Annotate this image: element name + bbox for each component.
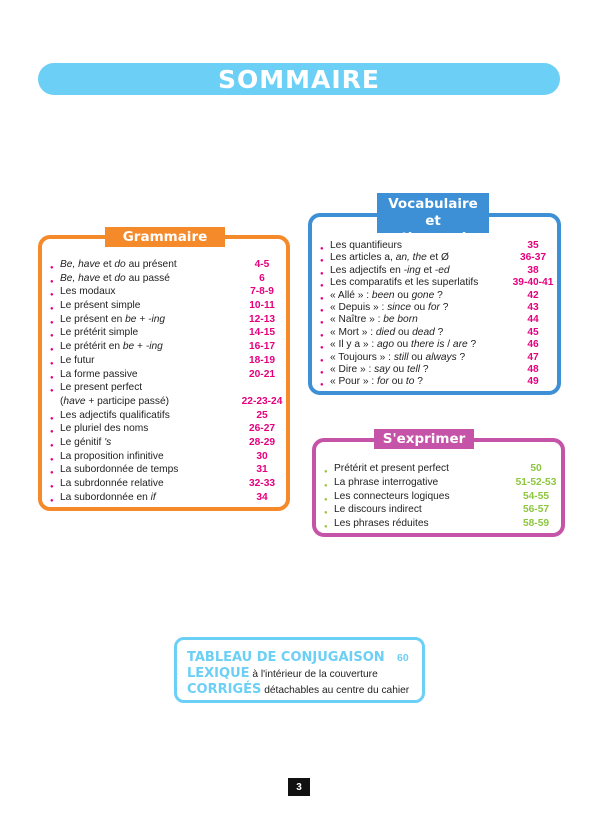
grammaire-item [50,285,286,299]
vocabulaire-item-title: « Depuis » : since ou for ? [330,301,449,313]
grammaire-item [50,340,286,354]
bullet-icon: ● [320,295,324,302]
lexique-key: LEXIQUE [187,666,250,681]
grammaire-item-title: Le prétérit simple [60,327,139,339]
exprimer-item-title: La phrase interrogative [334,476,439,488]
grammaire-item-title: Le génitif 's [60,436,112,448]
exprimer-list [324,462,562,531]
vocabulaire-heading-line1: Vocabulaire [388,196,478,212]
vocabulaire-item-title: « Naître » : be born [330,314,418,326]
page-number: 3 [288,778,310,796]
exprimer-item-title: Prétérit et present perfect [334,463,449,474]
vocabulaire-item-page: 44 [527,314,539,326]
vocabulaire-item [320,375,558,387]
exprimer-item-title: Les phrases réduites [334,518,429,530]
grammaire-item-page: 6 [259,272,265,284]
vocabulaire-item-title: « Allé » : been ou gone ? [330,289,443,301]
tableau-row [187,650,385,665]
bullet-icon: ● [320,320,324,327]
grammaire-item-page: 26-27 [248,423,276,435]
vocabulaire-item-page: 35 [527,240,539,251]
vocabulaire-item-title: « Mort » : died ou dead ? [330,326,444,338]
grammaire-list [50,258,286,504]
vocabulaire-item [320,338,558,350]
grammaire-item [50,463,286,477]
corriges-key: CORRIGÉS [187,682,262,697]
vocabulaire-item-page: 48 [527,363,539,375]
vocabulaire-item [320,351,558,363]
vocabulaire-item [320,363,558,375]
vocabulaire-item-page: 47 [527,351,539,363]
bullet-icon: ● [324,510,328,517]
vocabulaire-item [320,289,558,301]
grammaire-item-page: 14-15 [248,327,276,339]
grammaire-item-page: 30 [256,450,268,462]
bullet-icon: ● [50,374,54,381]
bullet-icon: ● [320,332,324,339]
bullet-icon: ● [324,496,328,503]
bullet-icon: ● [320,246,324,252]
lexique-desc: à l'intérieur de la couverture [249,669,378,680]
vocabulaire-item [320,251,558,263]
grammaire-item-page: 32-33 [248,478,276,489]
vocabulaire-item-page: 36-37 [519,252,547,264]
grammaire-item [50,409,286,423]
grammaire-item [50,368,286,382]
vocabulaire-item [320,326,558,338]
bullet-icon: ● [50,484,54,490]
exprimer-heading: S'exprimer [374,429,474,449]
bullet-icon: ● [320,357,324,364]
grammaire-item-page: 16-17 [248,341,276,353]
bullet-icon: ● [50,415,54,422]
exprimer-item-page: 51-52-53 [515,476,557,488]
grammaire-item-title: Le futur [60,354,95,366]
grammaire-item-page: 25 [256,409,268,421]
bullet-icon: ● [50,347,54,354]
exprimer-item-page: 54-55 [522,490,550,502]
corriges-desc: détachables au centre du cahier [261,685,410,696]
bullet-icon: ● [50,265,54,271]
vocabulaire-item-page: 43 [527,301,539,313]
grammaire-item-title: La proposition infinitive [60,450,164,462]
vocabulaire-heading [377,193,489,246]
bullet-icon: ● [50,333,54,340]
grammaire-item-page: 28-29 [248,436,276,448]
grammaire-item [50,395,286,409]
exprimer-item [324,476,562,490]
exprimer-item [324,517,562,531]
exprimer-item-page: 56-57 [522,504,550,516]
bullet-icon: ● [320,369,324,376]
vocabulaire-item-page: 45 [527,326,539,338]
grammaire-item-page: 4-5 [254,259,270,270]
grammaire-item-title: La subordonnée en if [60,491,156,503]
bullet-icon: ● [50,497,54,504]
vocabulaire-item-title: « Toujours » : still ou always ? [330,351,466,363]
bullet-icon: ● [324,469,328,475]
bullet-icon: ● [50,456,54,463]
grammaire-item [50,450,286,464]
grammaire-item-title: Les adjectifs qualificatifs [60,409,170,421]
grammaire-item-title: Le présent en be + -ing [60,313,166,325]
grammaire-item-page: 31 [256,464,268,476]
bullet-icon: ● [50,442,54,449]
vocabulaire-item-title: « Pour » : for ou to ? [330,376,423,388]
vocabulaire-item-title: « Dire » : say ou tell ? [330,363,429,375]
vocabulaire-heading-line2: et orthographe [385,213,481,246]
grammaire-item-title: (have + participe passé) [60,395,170,407]
grammaire-item-title: Be, have et do au présent [60,259,177,270]
exprimer-item-title: Le discours indirect [334,504,422,516]
exprimer-item-page: 50 [530,463,542,474]
vocabulaire-item-title: Les articles a, an, the et Ø [330,252,449,264]
grammaire-item-title: La forme passive [60,368,138,380]
grammaire-item [50,436,286,450]
vocabulaire-item-page: 39-40-41 [512,277,554,289]
grammaire-item-page: 12-13 [248,313,276,325]
bullet-icon: ● [50,360,54,367]
exprimer-section [312,438,565,537]
exprimer-item [324,490,562,504]
bullet-icon: ● [320,283,324,290]
grammaire-item [50,477,286,491]
exprimer-item [324,462,562,476]
vocabulaire-item [320,264,558,276]
grammaire-item [50,258,286,272]
annexes-box [174,637,425,703]
vocabulaire-item-title: Les adjectifs en -ing et -ed [330,264,450,276]
grammaire-item-page: 7-8-9 [250,286,274,298]
vocabulaire-list [320,239,558,388]
bullet-icon: ● [50,388,54,395]
bullet-icon: ● [50,470,54,477]
vocabulaire-item [320,276,558,288]
vocabulaire-item-page: 42 [527,289,539,301]
vocabulaire-item-page: 49 [527,376,539,388]
bullet-icon: ● [320,345,324,352]
grammaire-item-title: Le pluriel des noms [60,423,149,435]
bullet-icon: ● [320,307,324,314]
bullet-icon: ● [320,258,324,265]
grammaire-item-page: 22-23-24 [241,395,283,407]
vocabulaire-item-page: 38 [527,264,539,276]
bullet-icon: ● [320,270,324,277]
bullet-icon: ● [50,319,54,326]
grammaire-item [50,272,286,286]
vocabulaire-item-title: « Il y a » : ago ou there is / are ? [330,339,477,351]
grammaire-item-page: 34 [256,491,268,503]
corriges-row [187,682,409,697]
grammaire-item [50,491,286,505]
grammaire-item [50,313,286,327]
tableau-key: TABLEAU DE CONJUGAISON [187,650,385,665]
bullet-icon: ● [324,524,328,531]
grammaire-item-title: La subordonnée de temps [60,464,179,476]
exprimer-item-title: Les connecteurs logiques [334,490,450,502]
bullet-icon: ● [50,292,54,299]
grammaire-section [38,235,290,511]
lexique-row [187,666,378,681]
bullet-icon: ● [50,278,54,285]
bullet-icon: ● [50,429,54,436]
bullet-icon: ● [324,482,328,489]
grammaire-item-title: Le présent simple [60,300,141,312]
grammaire-item [50,326,286,340]
vocabulaire-item-page: 46 [527,339,539,351]
grammaire-item-page: 18-19 [248,354,276,366]
grammaire-item-title: Le present perfect [60,382,143,394]
tableau-page: 60 [397,652,409,664]
vocabulaire-item-title: Les quantifieurs [330,240,402,251]
grammaire-item-title: Le prétérit en be + -ing [60,341,163,353]
grammaire-item [50,381,286,395]
bullet-icon: ● [320,382,324,389]
vocabulaire-item [320,313,558,325]
vocabulaire-item [320,301,558,313]
grammaire-item-title: Be, have et do au passé [60,272,170,284]
grammaire-item-page: 10-11 [249,300,275,312]
grammaire-item-page: 20-21 [248,368,276,380]
grammaire-heading: Grammaire [105,227,225,247]
grammaire-item [50,354,286,368]
grammaire-item-title: La subrdonnée relative [60,478,164,489]
exprimer-item [324,503,562,517]
grammaire-item [50,422,286,436]
grammaire-item [50,299,286,313]
grammaire-item-title: Les modaux [60,286,116,298]
page-title: SOMMAIRE [38,63,560,95]
bullet-icon: ● [50,306,54,313]
exprimer-item-page: 58-59 [522,518,550,530]
vocabulaire-item-title: Les comparatifs et les superlatifs [330,277,479,289]
